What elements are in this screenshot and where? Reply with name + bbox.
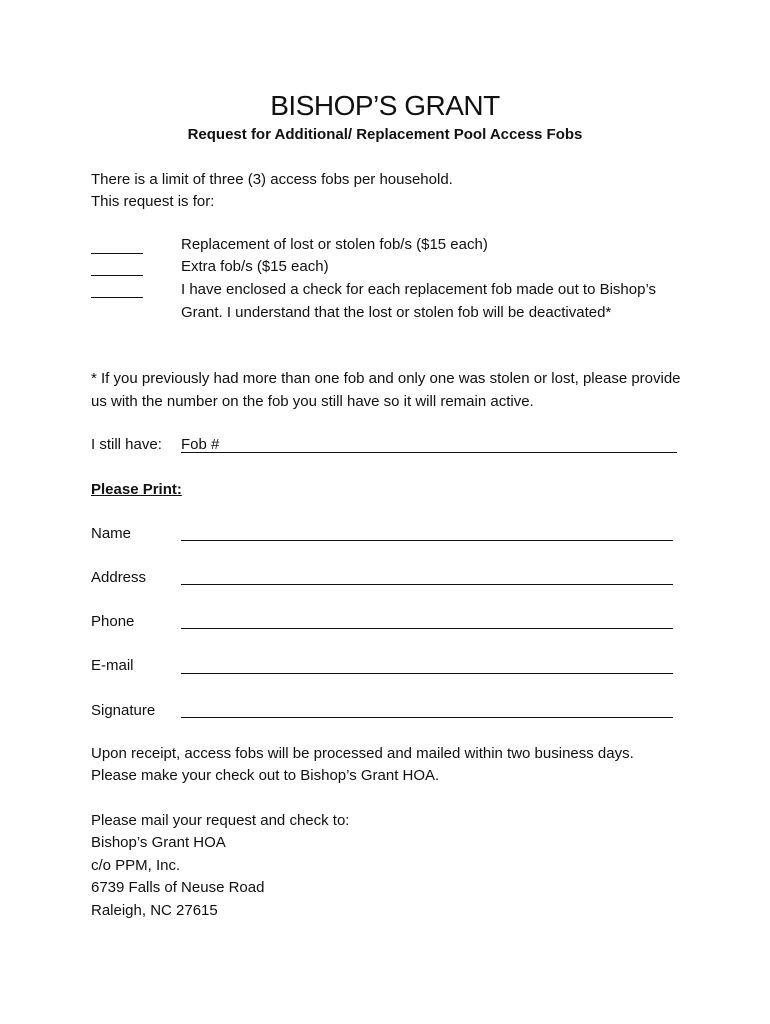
note-active-fob: * If you previously had more than one fob and only one was stolen or lost, please provide us with the number on the fob you still have so it will remain active. [91, 370, 681, 410]
logo-bishops-grant: BISHOP’S GRANT [270, 90, 500, 121]
intro-request-for: This request is for: [91, 193, 215, 210]
option-3-text: I have enclosed a check for each replacement fob made out to Bishop’s Grant. I understand that the lost or stolen fob will be deactivated* [181, 281, 657, 321]
please-print-heading: Please Print: [91, 481, 182, 498]
mail-to-intro: Please mail your request and check to: [91, 812, 350, 829]
check-payable-note: Please make your check out to Bishop’s Grant HOA. [91, 767, 440, 784]
option-1-blank[interactable] [91, 253, 143, 254]
signature-label: Signature [91, 702, 156, 719]
option-2-blank[interactable] [91, 275, 143, 276]
still-have-label: I still have: [91, 436, 162, 453]
option-3-blank[interactable] [91, 297, 143, 298]
fob-number-field[interactable] [181, 452, 677, 453]
address-label: Address [91, 569, 147, 586]
option-1-text: Replacement of lost or stolen fob/s ($15 each) [181, 236, 488, 253]
mail-address-line: Bishop’s Grant HOA [91, 834, 226, 851]
mail-address-line: 6739 Falls of Neuse Road [91, 879, 265, 896]
processing-note: Upon receipt, access fobs will be processed and mailed within two business days. [91, 745, 634, 762]
intro-limit: There is a limit of three (3) access fobs per household. [91, 171, 453, 188]
mail-address-line: c/o PPM, Inc. [91, 856, 181, 874]
form-title: Request for Additional/ Replacement Pool Access Fobs [187, 126, 583, 143]
phone-label: Phone [91, 613, 135, 630]
signature-field[interactable] [181, 717, 673, 718]
name-field[interactable] [181, 540, 673, 541]
email-field[interactable] [181, 673, 673, 674]
address-field[interactable] [181, 584, 673, 585]
mail-address-line: Raleigh, NC 27615 [91, 901, 218, 919]
name-label: Name [91, 525, 132, 542]
fob-number-prefix: Fob # [181, 436, 220, 453]
option-2-text: Extra fob/s ($15 each) [181, 258, 329, 275]
phone-field[interactable] [181, 628, 673, 629]
email-label: E-mail [91, 657, 134, 674]
mail-address [91, 832, 264, 922]
